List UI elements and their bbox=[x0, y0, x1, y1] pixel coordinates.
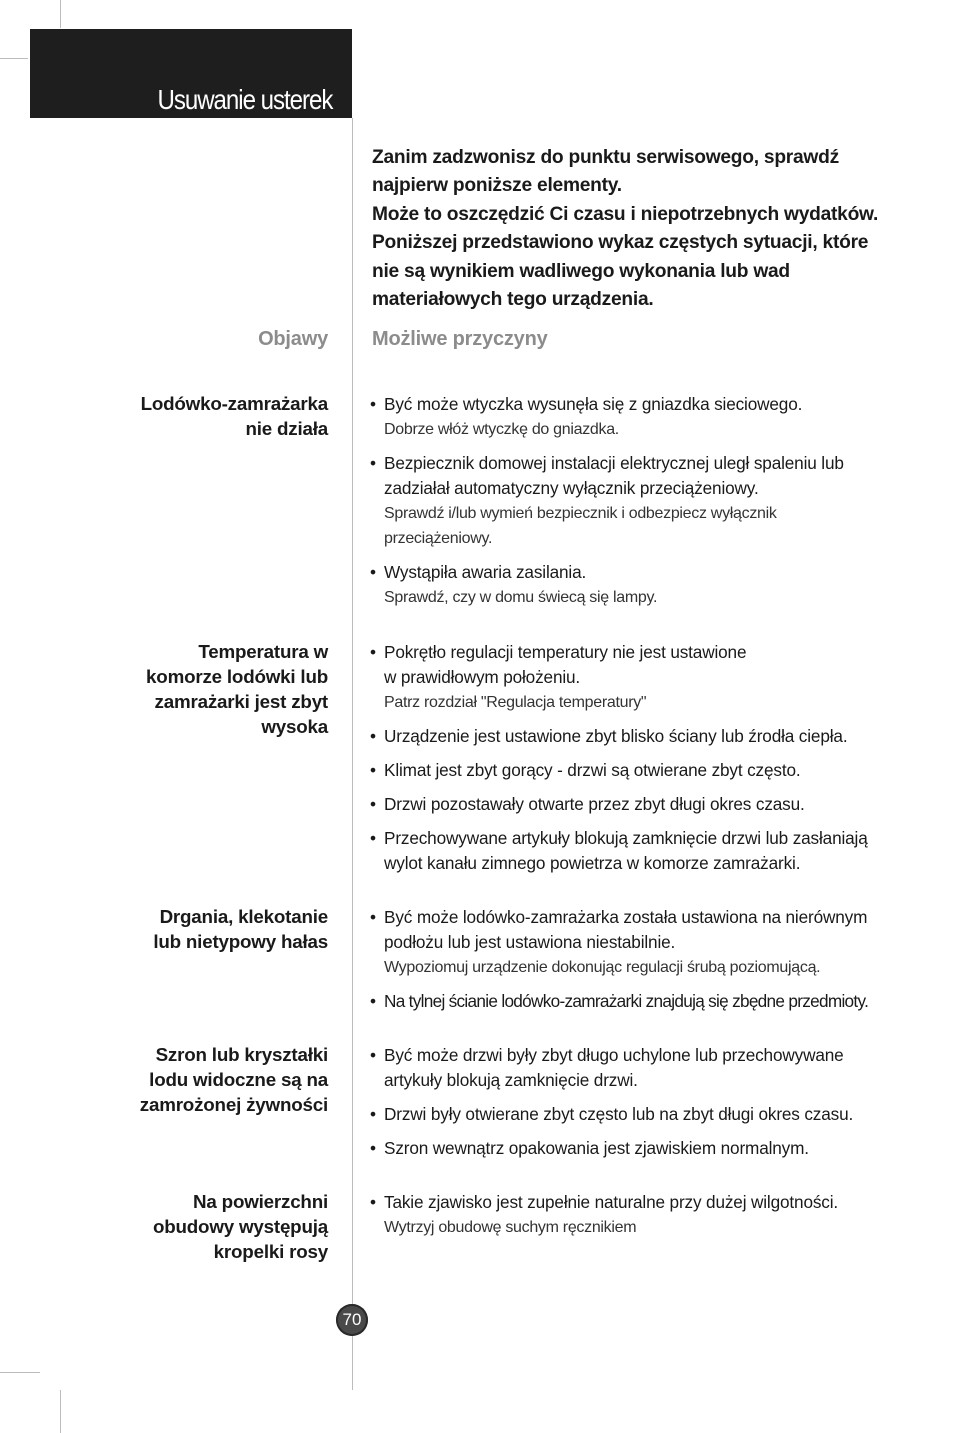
symptom-line: nie działa bbox=[245, 418, 328, 439]
symptom-line: kropelki rosy bbox=[213, 1241, 328, 1262]
cause-item bbox=[370, 392, 930, 442]
remedy-line: Wypoziomuj urządzenie dokonując regulacji śrubą poziomującą. bbox=[384, 959, 821, 976]
cause-item bbox=[370, 640, 930, 715]
symptom-line: Szron lub kryształki bbox=[155, 1044, 328, 1065]
cause-text bbox=[370, 1102, 930, 1127]
cause-line: w prawidłowym położeniu. bbox=[384, 667, 581, 687]
symptom-label bbox=[78, 904, 328, 954]
symptom-line: Lodówko-zamrażarka bbox=[140, 393, 328, 414]
cause-line: Na tylnej ścianie lodówko-zamrażarki znajdują się zbędne przedmioty. bbox=[384, 991, 869, 1011]
cause-item bbox=[370, 826, 930, 876]
symptom-line: obudowy występują bbox=[152, 1216, 328, 1237]
cause-item bbox=[370, 1136, 930, 1161]
intro-line: nie są wynikiem wadliwego wykonania lub wad bbox=[372, 260, 790, 282]
remedy-text bbox=[370, 585, 930, 610]
symptom-label bbox=[78, 1189, 328, 1264]
symptom-label bbox=[78, 391, 328, 441]
crop-mark bbox=[0, 58, 28, 59]
cause-item bbox=[370, 724, 930, 749]
cause-text bbox=[370, 905, 930, 955]
remedy-line: Sprawdź i/lub wymień bezpiecznik i odbezpiecz wyłącznik bbox=[384, 505, 777, 522]
causes-column-heading: Możliwe przyczyny bbox=[372, 328, 548, 350]
cause-line: Klimat jest zbyt gorący - drzwi są otwierane zbyt często. bbox=[384, 760, 801, 780]
intro-line: Poniższej przedstawiono wykaz częstych sytuacji, które bbox=[372, 232, 869, 254]
cause-text bbox=[370, 724, 930, 749]
cause-line: Wystąpiła awaria zasilania. bbox=[384, 562, 587, 582]
cause-list bbox=[370, 640, 930, 885]
cause-list bbox=[370, 905, 930, 1023]
remedy-text bbox=[370, 1215, 930, 1240]
remedy-text bbox=[370, 690, 930, 715]
cause-line: Bezpiecznik domowej instalacji elektrycznej uległ spaleniu lub bbox=[384, 453, 844, 473]
intro-line: materiałowych tego urządzenia. bbox=[372, 289, 654, 311]
symptom-line: Na powierzchni bbox=[193, 1191, 328, 1212]
cause-list bbox=[370, 1043, 930, 1170]
remedy-text bbox=[370, 417, 930, 442]
cause-text bbox=[370, 451, 930, 501]
cause-item bbox=[370, 1102, 930, 1127]
crop-mark bbox=[60, 0, 61, 28]
cause-item bbox=[370, 1043, 930, 1093]
symptom-line: lub nietypowy hałas bbox=[153, 931, 328, 952]
cause-line: Być może drzwi były zbyt długo uchylone lub przechowywane bbox=[384, 1045, 844, 1065]
cause-text bbox=[370, 640, 930, 690]
cause-line: zadziałał automatyczny wyłącznik przeciążeniowy. bbox=[384, 478, 759, 498]
symptoms-column-heading: Objawy bbox=[258, 328, 328, 350]
cause-line: Drzwi były otwierane zbyt często lub na zbyt długi okres czasu. bbox=[384, 1104, 854, 1124]
cause-text bbox=[370, 826, 930, 876]
cause-line: Szron wewnątrz opakowania jest zjawiskiem normalnym. bbox=[384, 1138, 809, 1158]
cause-text bbox=[370, 392, 930, 417]
cause-line: Być może lodówko-zamrażarka została ustawiona na nierównym bbox=[384, 907, 868, 927]
cause-list bbox=[370, 392, 930, 619]
cause-line: Być może wtyczka wysunęła się z gniazdka sieciowego. bbox=[384, 394, 803, 414]
remedy-line: przeciążeniowy. bbox=[384, 530, 493, 547]
symptom-line: Drgania, klekotanie bbox=[159, 906, 328, 927]
cause-item bbox=[370, 792, 930, 817]
symptom-line: lodu widoczne są na bbox=[149, 1069, 328, 1090]
symptom-line: wysoka bbox=[261, 716, 328, 737]
cause-text bbox=[370, 989, 930, 1014]
cause-line: wylot kanału zimnego powietrza w komorze zamrażarki. bbox=[384, 853, 801, 873]
symptom-line: zamrożonej żywności bbox=[139, 1094, 328, 1115]
crop-mark bbox=[60, 1390, 61, 1433]
remedy-line: Patrz rozdział "Regulacja temperatury" bbox=[384, 694, 647, 711]
page-number: 70 bbox=[336, 1304, 368, 1336]
column-divider bbox=[352, 118, 353, 1390]
cause-line: Pokrętło regulacji temperatury nie jest ustawione bbox=[384, 642, 747, 662]
cause-item bbox=[370, 560, 930, 610]
remedy-line: Sprawdź, czy w domu świecą się lampy. bbox=[384, 589, 658, 606]
remedy-text bbox=[370, 501, 930, 551]
cause-text bbox=[370, 1190, 930, 1215]
symptom-line: Temperatura w bbox=[198, 641, 328, 662]
cause-line: Takie zjawisko jest zupełnie naturalne przy dużej wilgotności. bbox=[384, 1192, 839, 1212]
crop-mark bbox=[0, 1372, 40, 1373]
intro-line: Zanim zadzwonisz do punktu serwisowego, sprawdź bbox=[372, 147, 839, 168]
cause-item bbox=[370, 989, 930, 1014]
cause-item bbox=[370, 758, 930, 783]
cause-line: podłożu lub jest ustawiona niestabilnie. bbox=[384, 932, 676, 952]
cause-text bbox=[370, 758, 930, 783]
intro-line: najpierw poniższe elementy. bbox=[372, 175, 622, 197]
section-header bbox=[30, 29, 352, 118]
cause-text bbox=[370, 560, 930, 585]
remedy-line: Wytrzyj obudowę suchym ręcznikiem bbox=[384, 1219, 637, 1236]
cause-text bbox=[370, 1043, 930, 1093]
symptom-line: komorze lodówki lub bbox=[146, 666, 328, 687]
cause-item bbox=[370, 1190, 930, 1240]
cause-line: Przechowywane artykuły blokują zamknięcie drzwi lub zasłaniają bbox=[384, 828, 868, 848]
symptom-label bbox=[78, 1042, 328, 1117]
cause-text bbox=[370, 1136, 930, 1161]
remedy-text bbox=[370, 955, 930, 980]
cause-line: Drzwi pozostawały otwarte przez zbyt długi okres czasu. bbox=[384, 794, 805, 814]
cause-line: artykuły blokują zamknięcie drzwi. bbox=[384, 1070, 638, 1090]
cause-line: Urządzenie jest ustawione zbyt blisko ściany lub źrodła ciepła. bbox=[384, 726, 848, 746]
cause-list bbox=[370, 1190, 930, 1249]
cause-item bbox=[370, 451, 930, 551]
cause-item bbox=[370, 905, 930, 980]
intro-line: Może to oszczędzić Ci czasu i niepotrzebnych wydatków. bbox=[372, 203, 879, 225]
cause-text bbox=[370, 792, 930, 817]
symptom-label bbox=[78, 639, 328, 739]
symptom-line: zamrażarki jest zbyt bbox=[154, 691, 328, 712]
section-title: Usuwanie usterek bbox=[157, 84, 332, 115]
remedy-line: Dobrze włóż wtyczkę do gniazdka. bbox=[384, 421, 619, 438]
intro-text bbox=[372, 144, 912, 314]
